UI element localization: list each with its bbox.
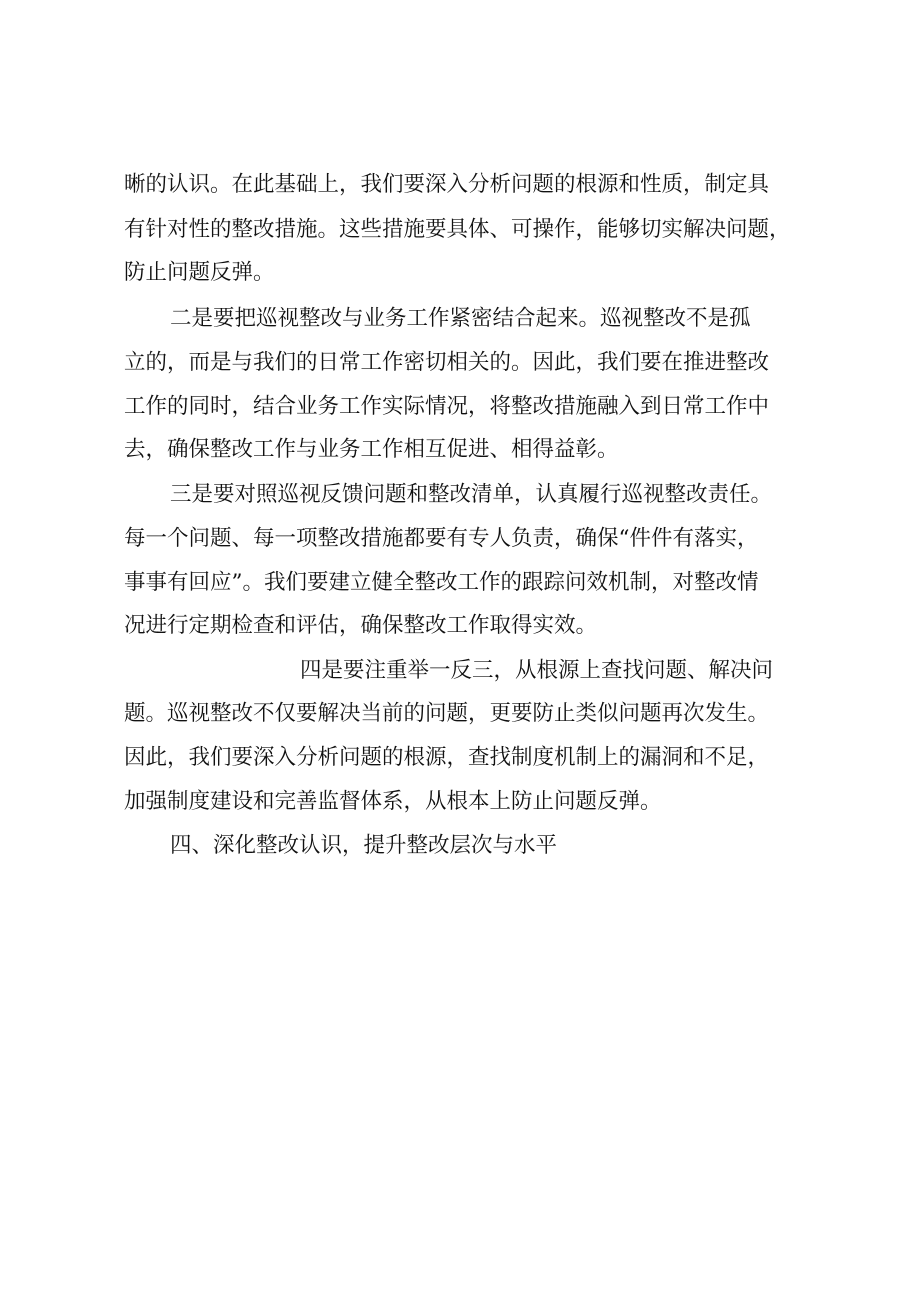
paragraph-3-line-4: 况进行定期检查和评估，确保整改工作取得实效。 [124,613,598,638]
paragraph-4-line-4: 加强制度建设和完善监督体系，从根本上防止问题反弹。 [124,789,662,814]
paragraph-2-line-1: 二是要把巡视整改与业务工作紧密结合起来。巡视整改不是孤 [170,306,751,331]
paragraph-4-line-1: 四是要注重举一反三，从根源上查找问题、解决问 [300,658,774,683]
paragraph-3-line-3: 事事有回应”。我们要建立健全整改工作的跟踪问效机制，对整改情 [124,570,759,595]
paragraph-2-line-3: 工作的同时，结合业务工作实际情况，将整改措施融入到日常工作中 [124,394,770,419]
paragraph-1-line-1: 晰的认识。在此基础上，我们要深入分析问题的根源和性质，制定具 [124,172,770,197]
paragraph-4-line-2: 题。巡视整改不仅要解决当前的问题，更要防止类似问题再次发生。 [124,701,770,726]
paragraph-2-line-2: 立的，而是与我们的日常工作密切相关的。因此，我们要在推进整改 [124,350,770,375]
paragraph-3-line-2: 每一个问题、每一项整改措施都要有专人负责，确保“件件有落实， [124,526,759,551]
paragraph-4-line-3: 因此，我们要深入分析问题的根源，查找制度机制上的漏洞和不足， [124,745,770,770]
paragraph-1-line-2: 有针对性的整改措施。这些措施要具体、可操作，能够切实解决问题， [124,217,791,242]
section-heading: 四、深化整改认识，提升整改层次与水平 [170,833,558,858]
paragraph-1-line-3: 防止问题反弹。 [124,260,275,285]
paragraph-3-line-1: 三是要对照巡视反馈问题和整改清单，认真履行巡视整改责任。 [170,482,773,507]
paragraph-2-line-4: 去，确保整改工作与业务工作相互促进、相得益彰。 [124,437,619,462]
